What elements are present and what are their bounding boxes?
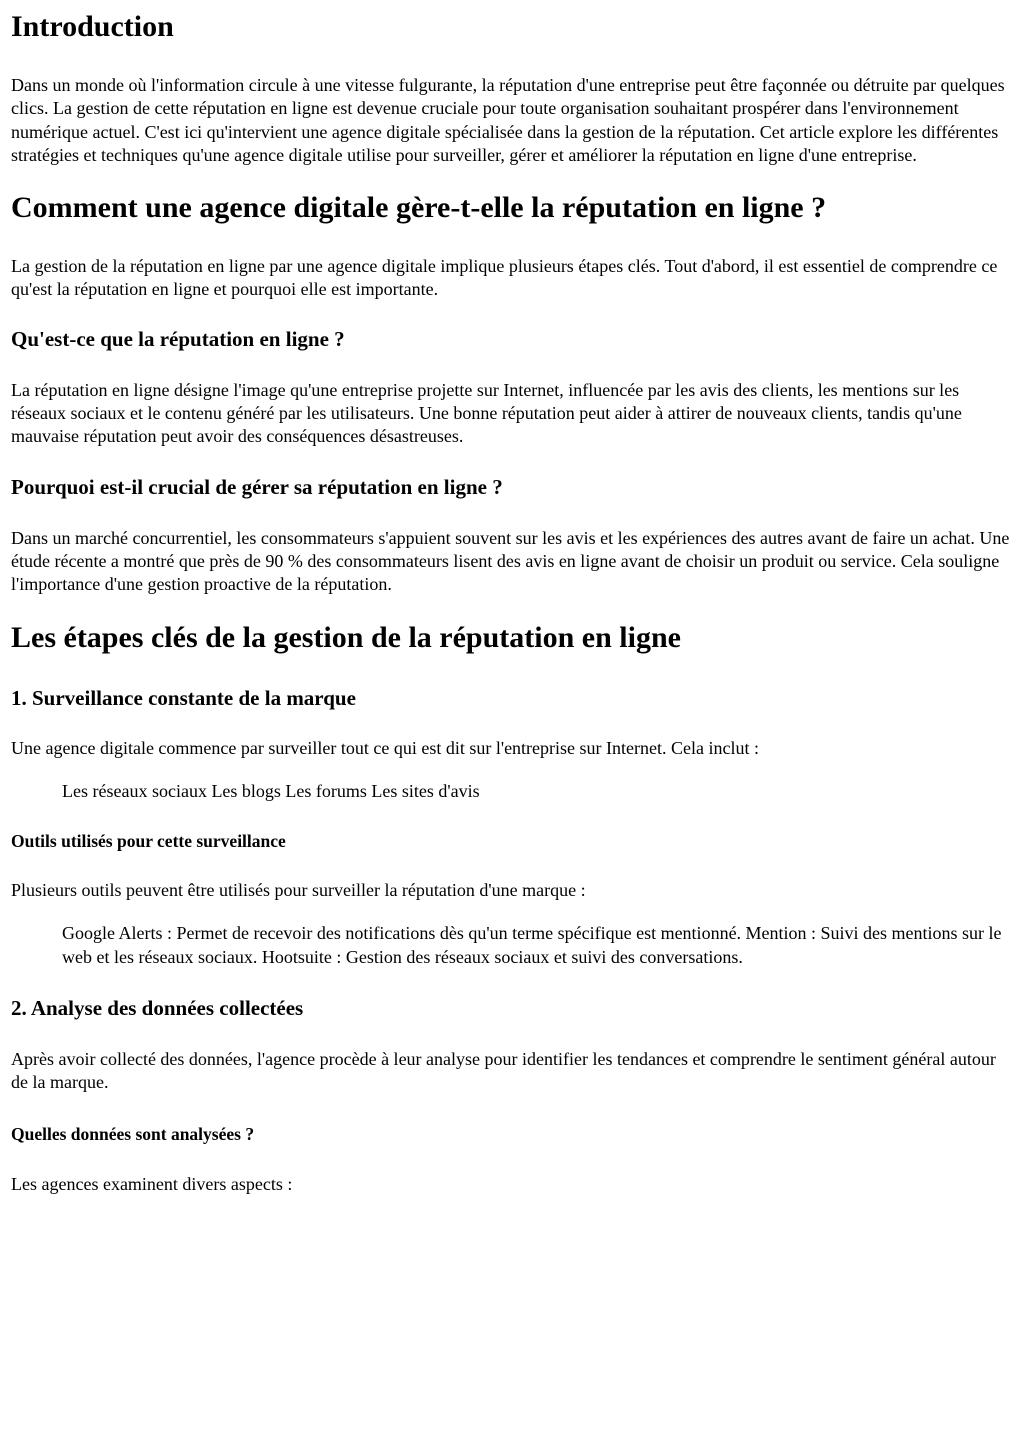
etapes-heading: Les étapes clés de la gestion de la réputation en ligne <box>11 620 681 654</box>
surveillance-list: Les réseaux sociaux Les blogs Les forums Les sites d'avis <box>62 780 480 801</box>
pourquoi-heading: Pourquoi est-il crucial de gérer sa réputation en ligne ? <box>11 474 503 499</box>
surveillance-paragraph: Une agence digitale commence par surveiller tout ce qui est dit sur l'entreprise sur Internet. Cela inclut : <box>11 737 759 758</box>
question-heading: Qu'est-ce que la réputation en ligne ? <box>11 326 345 351</box>
question-paragraph: La réputation en ligne désigne l'image qu'une entreprise projette sur Internet, influencée par les avis des clients, les mentions sur les réseaux sociaux et le contenu généré par les utilisateurs. Une bonne réputation peut aider à attirer de nouveaux clients, tandis qu'une mauvaise réputation peut avoir des conséquences désastreuses. <box>11 379 962 447</box>
quelles-paragraph: Les agences examinent divers aspects : <box>11 1173 293 1194</box>
comment-paragraph: La gestion de la réputation en ligne par une agence digitale implique plusieurs étapes clés. Tout d'abord, il est essentiel de comprendre ce qu'est la réputation en ligne et pourquoi elle est importante. <box>11 256 998 300</box>
surveillance-heading: 1. Surveillance constante de la marque <box>11 685 356 710</box>
intro-heading: Introduction <box>11 10 174 43</box>
analyse-paragraph: Après avoir collecté des données, l'agence procède à leur analyse pour identifier les tendances et comprendre le sentiment général autour de la marque. <box>11 1049 996 1093</box>
intro-paragraph: Dans un monde où l'information circule à une vitesse fulgurante, la réputation d'une entreprise peut être façonnée ou détruite par quelques clics. La gestion de cette réputation en ligne est devenue cruciale pour toute organisation souhaitant prospérer dans l'environnement numérique actuel. C'est ici qu'intervient une agence digitale spécialisée dans la gestion de la réputation. Cet article explore les différentes stratégies et techniques qu'une agence digitale utilise pour surveiller, gérer et améliorer la réputation en ligne d'une entreprise. <box>11 75 1005 165</box>
outils-paragraph: Plusieurs outils peuvent être utilisés pour surveiller la réputation d'une marque : <box>11 880 586 901</box>
outils-heading: Outils utilisés pour cette surveillance <box>11 831 286 852</box>
analyse-heading: 2. Analyse des données collectées <box>11 996 304 1021</box>
comment-heading: Comment une agence digitale gère-t-elle la réputation en ligne ? <box>11 191 827 225</box>
outils-list: Google Alerts : Permet de recevoir des notifications dès qu'un terme spécifique est mentionné. Mention : Suivi des mentions sur le web et les réseaux sociaux. Hootsuite : Gestion des réseaux sociaux et suivi des conversations. <box>62 923 1002 967</box>
quelles-heading: Quelles données sont analysées ? <box>11 1123 255 1144</box>
pourquoi-paragraph: Dans un marché concurrentiel, les consommateurs s'appuient souvent sur les avis et les expériences des autres avant de faire un achat. Une étude récente a montré que près de 90 % des consommateurs lisent des avis en ligne avant de choisir un produit ou service. Cela souligne l'importance d'une gestion proactive de la réputation. <box>11 527 1010 595</box>
